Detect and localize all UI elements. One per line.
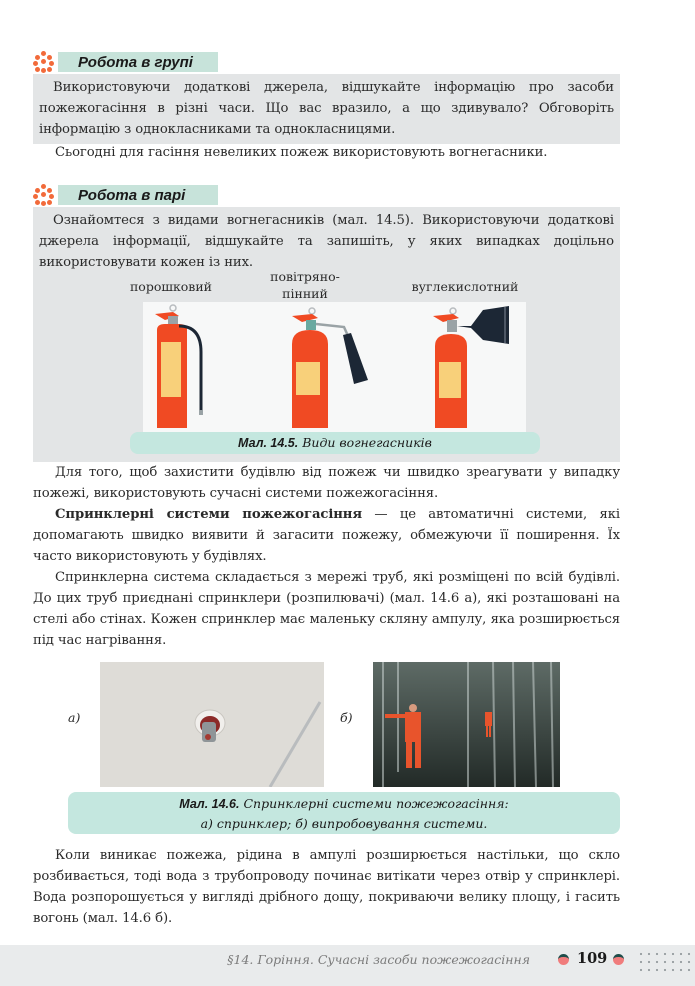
footer-section-title: §14. Горіння. Сучасні засоби пожежогасіння [227,952,530,967]
sprinkler-test-photo [373,662,560,787]
main-text [33,462,620,651]
pair-work-title: Робота в парі [78,186,186,204]
group-work-task [33,74,620,144]
sub-label-a: а) [68,710,81,725]
sprinkler-photo [100,662,324,787]
extinguishers-figure [143,302,526,432]
pair-dots-icon [33,184,55,206]
pair-work-header [33,184,218,206]
powder-extinguisher-icon [155,305,203,428]
group-dots-icon [33,51,55,73]
paragraph-3: Спринклерна система складається з мережі труб, які розміщені по всій будівлі. До цих труб приєднані спринклери (розпилювачі) (мал. 14.6 а), які розташовані на стелі або стінах. Кожен спринклер має маленьку скляну ампулу, яка розширюється під час нагрівання. [33,570,620,648]
co2-extinguisher-icon [433,306,509,428]
page-number: 109 [577,950,608,967]
label-powder: порошковий [129,279,213,294]
group-work-text: Використовуючи додаткові джерела, відшукайте інформацію про засоби пожежогасіння в різні часи. Що вас вразило, а що здивувало? Обговоріть інформацію з однокласниками та однокласницями. [39,80,614,137]
label-foam: повітряно-пінний [270,269,340,301]
paragraph-1: Для того, щоб захистити будівлю від пожеж чи швидко зреагувати у випадку пожежі, використовують сучасні системи пожежогасіння. [33,465,620,501]
figure-14-5-caption: Мал. 14.5. Види вогнегасників [130,432,540,454]
paragraph-4: Коли виникає пожежа, рідина в ампулі розширюється настільки, що скло розбивається, тоді вода з трубопроводу починає витікати через отвір у спринклері. Вода розпорошується у вигляді дрібного дощу, покриваючи велику площу, і гасить вогонь (мал. 14.6 б). [33,848,620,926]
page-footer [0,945,695,986]
paragraph-2: Спринклерні системи пожежогасіння — це автоматичні системи, які допомагають швидко виявити й загасити пожежу, обмежуючи її поширення. Їх часто використовують у будівлях. [33,507,620,564]
group-work-title: Робота в групі [78,53,193,71]
figure-14-6-caption: Мал. 14.6. Спринклерні системи пожежогасіння: а) спринклер; б) випробовування системи. [68,792,620,834]
bullet-left-icon [558,954,569,965]
sub-label-b: б) [340,710,353,725]
extinguisher-labels [33,268,620,304]
intro-paragraph: Сьогодні для гасіння невеликих пожеж використовують вогнегасники. [55,145,548,160]
pair-work-text: Ознайомтеся з видами вогнегасників (мал. 14.5). Використовуючи додаткові джерела інформації, відшукайте та запишіть, у яких випадках доцільно використовувати кожен із них. [39,213,614,270]
foam-extinguisher-icon [292,308,368,428]
label-co2: вуглекислотний [411,279,519,294]
dot-grid-decoration [637,950,695,976]
bullet-right-icon [613,954,624,965]
group-work-header [33,51,218,73]
closing-paragraph [33,845,620,929]
